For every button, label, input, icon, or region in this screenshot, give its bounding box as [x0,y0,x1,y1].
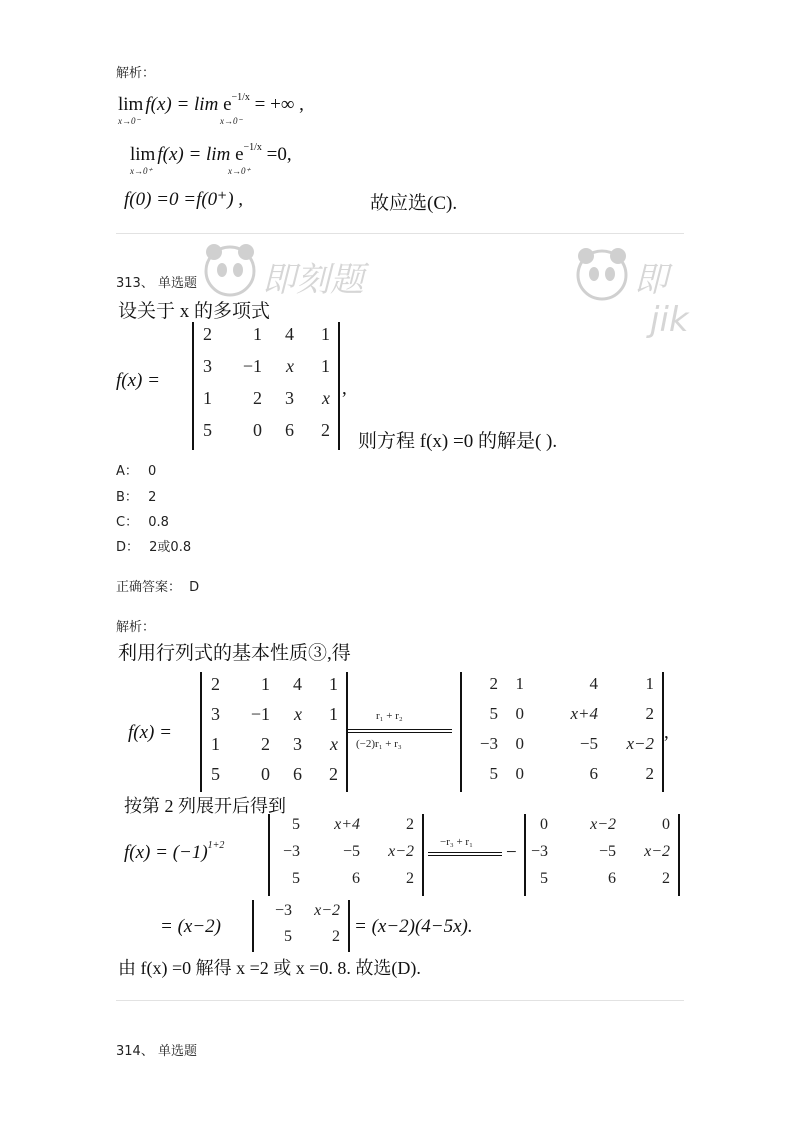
fx-label: f(x) = [116,370,160,391]
determinant-matrix [192,322,340,450]
option-value: 2或0.8 [149,540,192,555]
matrix-cell: x−2 [388,843,414,860]
lim-text: lim [118,94,144,115]
matrix-cell: x+4 [570,704,598,723]
matrix-cell: −3 [282,843,300,860]
lim-subscript-3: x→0⁺ [130,166,153,176]
lim-subscript-1: x→0⁻ [118,116,141,126]
comma: , [664,722,669,743]
eq-prefix: = (x−2) [160,916,221,937]
matrix-cell: 5 [540,870,548,887]
comma: , [342,378,347,399]
matrix-cell: x−2 [590,816,616,833]
matrix-cell: 2 [645,704,654,723]
determinant-matrix-5 [524,814,680,896]
expand-line: 按第 2 列展开后得到 [124,796,286,816]
option-value: 0 [148,464,157,479]
matrix-cell: 2 [406,870,414,887]
op-line [348,732,452,733]
option-c[interactable] [116,511,169,530]
matrix-cell: 3 [203,356,212,376]
matrix-cell: 4 [285,324,294,344]
matrix-cell: 0 [253,420,262,440]
determinant-matrix-3 [460,672,664,792]
matrix-cell: x [294,704,302,724]
matrix-cell: 1 [321,324,330,344]
matrix-cell: 1 [329,704,338,724]
matrix-cell: x [330,734,338,754]
option-value: 2 [148,490,157,505]
matrix-cell: 2 [203,324,212,344]
matrix-cell: 5 [211,764,220,784]
analysis-label-313: 解析： [116,620,156,635]
determinant-matrix-4 [268,814,424,896]
matrix-cell: 1 [321,356,330,376]
eq-suffix: = (x−2)(4−5x). [354,916,473,937]
matrix-cell: 2 [406,816,414,833]
question-header-313: 313、 单选题 [116,276,197,291]
matrix-cell: 1 [261,674,270,694]
correct-answer [116,576,199,595]
lim-subscript-2: x→0⁻ [220,116,243,126]
option-label: D： [116,540,140,555]
divider [116,1000,684,1001]
lim-text: lim [130,144,156,165]
matrix-cell: 1 [645,674,654,693]
watermark-text-3: jik [650,300,689,340]
matrix-cell: −5 [579,734,598,753]
matrix-cell: 6 [293,764,302,784]
matrix-cell: 6 [352,870,360,887]
result-text: = +∞ , [254,94,304,115]
matrix-cell: x−2 [626,734,654,753]
matrix-cell: −1 [250,704,270,724]
minus-sign: − [506,842,517,863]
op-line [428,855,502,856]
matrix-cell: −3 [530,843,548,860]
option-label: C： [116,515,139,530]
matrix-cell: 2 [489,674,498,693]
math-line-1 [118,92,304,116]
row-op-bottom: (−2)r₁ + r₃ [356,738,402,750]
matrix-cell: 2 [321,420,330,440]
matrix-cell: 2 [332,928,340,945]
matrix-cell: 6 [608,870,616,887]
question-stem-end: 则方程 f(x) =0 的解是( ). [358,431,558,452]
option-label: A： [116,464,138,479]
fx-expand [124,840,224,864]
matrix-cell: 1 [211,734,220,754]
matrix-cell: 3 [211,704,220,724]
matrix-cell: x [286,356,294,376]
matrix-cell: 2 [329,764,338,784]
matrix-cell: 0 [515,734,524,753]
fx-expand-prefix: f(x) = (−1) [124,842,208,863]
option-b[interactable] [116,486,156,505]
exponent: 1+2 [207,840,225,851]
math-line-2 [130,142,292,166]
result-text: =0, [266,144,292,165]
matrix-cell: x+4 [334,816,360,833]
matrix-cell: 5 [292,870,300,887]
matrix-cell: 2 [211,674,220,694]
exp-base: e [235,144,244,165]
matrix-cell: −1 [242,356,262,376]
matrix-cell: x [322,388,330,408]
option-d[interactable] [116,536,191,555]
matrix-cell: x−2 [644,843,670,860]
question-stem-intro: 设关于 x 的多项式 [118,301,271,322]
matrix-cell: −3 [479,734,498,753]
matrix-cell: 1 [515,674,524,693]
matrix-cell: 0 [261,764,270,784]
fx-text: f(x) = lim [145,94,219,115]
matrix-cell: 5 [489,764,498,783]
matrix-cell: 3 [293,734,302,754]
math-line-3: f(0) =0 =f(0⁺) , [124,189,244,210]
matrix-cell: −5 [342,843,360,860]
divider [116,233,684,234]
matrix-cell: 2 [261,734,270,754]
matrix-cell: 3 [285,388,294,408]
matrix-cell: 6 [589,764,598,783]
matrix-cell: 0 [515,764,524,783]
fx-label-2: f(x) = [128,722,172,743]
row-op-top: r₁ + r₂ [376,710,403,722]
analysis-line-1: 利用行列式的基本性质③,得 [118,643,351,664]
matrix-cell: 5 [489,704,498,723]
watermark-text-1: 即刻题 [262,260,364,300]
matrix-cell: 0 [662,816,670,833]
row-op-2: −r₃ + r₁ [440,836,473,848]
matrix-cell: 1 [253,324,262,344]
matrix-cell: 4 [589,674,598,693]
option-value: 0.8 [148,515,169,530]
determinant-matrix-6 [252,900,350,952]
determinant-matrix-2 [200,672,348,792]
matrix-cell: 2 [645,764,654,783]
matrix-cell: 5 [203,420,212,440]
matrix-cell: 0 [515,704,524,723]
analysis-label-312: 解析： [116,66,156,81]
answer-label: 正确答案： [116,580,182,595]
fx-text: f(x) = lim [157,144,231,165]
matrix-cell: 2 [253,388,262,408]
option-a[interactable] [116,460,156,479]
exponent: −1/x [231,92,250,103]
watermark-text-2: 即 [634,260,668,300]
matrix-cell: −3 [274,902,292,919]
matrix-cell: 0 [540,816,548,833]
matrix-cell: x−2 [314,902,340,919]
question-header-314: 314、 单选题 [116,1044,197,1059]
lim-subscript-4: x→0⁺ [228,166,251,176]
matrix-cell: 2 [662,870,670,887]
op-line [348,729,452,730]
matrix-cell: 5 [292,816,300,833]
matrix-cell: 4 [293,674,302,694]
matrix-cell: 6 [285,420,294,440]
option-label: B： [116,490,138,505]
choice-text-312: 故应选(C). [370,193,458,214]
conclusion-line: 由 f(x) =0 解得 x =2 或 x =0. 8. 故选(D). [118,958,421,978]
exp-base: e [223,94,232,115]
matrix-cell: 1 [329,674,338,694]
exponent: −1/x [243,142,262,153]
op-line [428,852,502,853]
answer-value: D [189,580,200,595]
matrix-cell: 1 [203,388,212,408]
matrix-cell: −5 [598,843,616,860]
matrix-cell: 5 [284,928,292,945]
